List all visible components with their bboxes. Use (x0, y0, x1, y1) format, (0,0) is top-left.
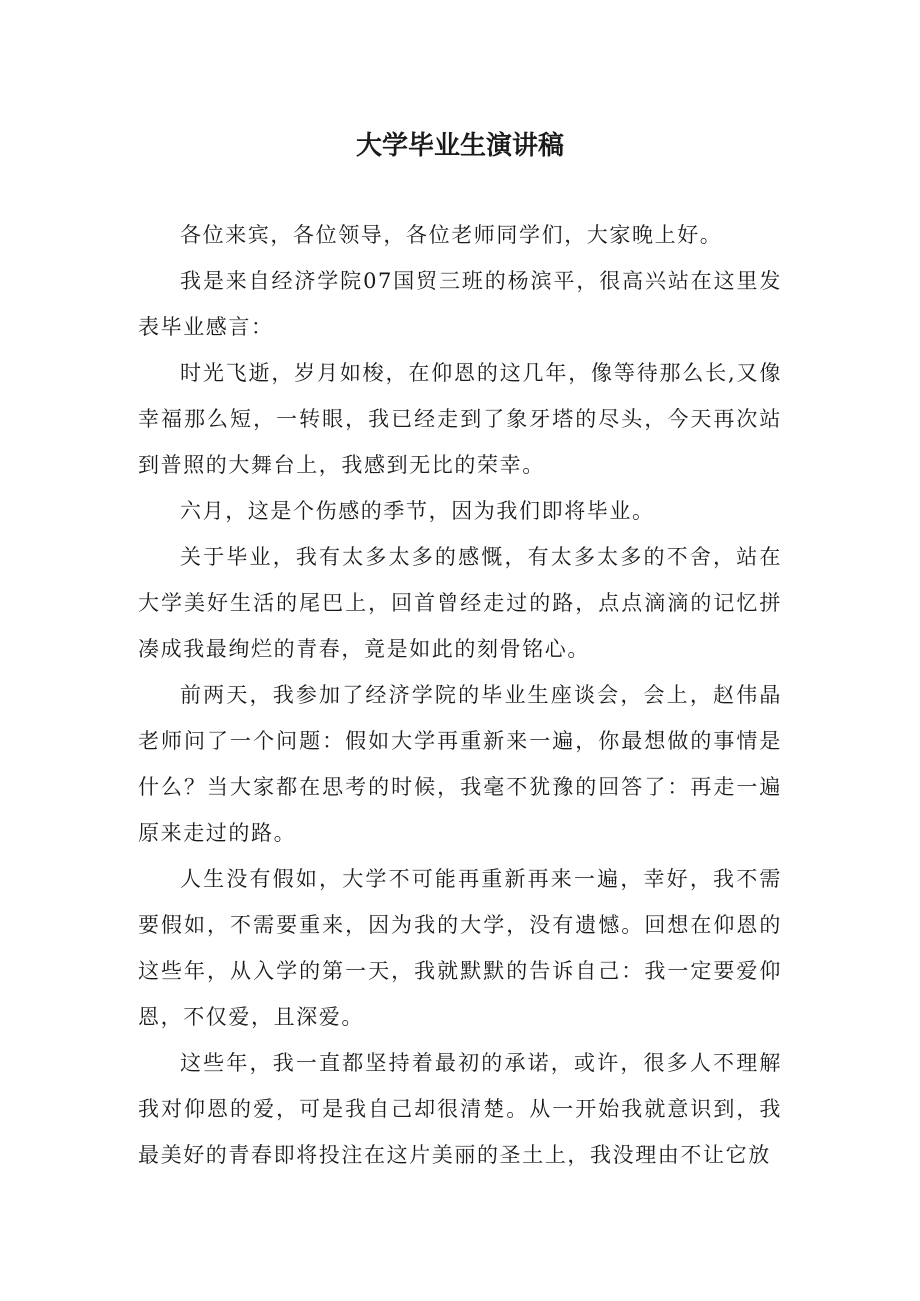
paragraph-promise: 这些年，我一直都坚持着最初的承诺，或许，很多人不理解我对仰恩的爱，可是我自己却很清楚。从一开始我就意识到，我最美好的青春即将投注在这片美丽的圣土上，我没理由不让它放 (138, 1051, 782, 1167)
paragraph-time-flies: 时光飞逝，岁月如梭，在仰恩的这几年，像等待那么长,又像幸福那么短，一转眼，我已经走到了象牙塔的尽头，今天再次站到普照的大舞台上，我感到无比的荣幸。 (138, 361, 782, 477)
paragraph-forum: 前两天，我参加了经济学院的毕业生座谈会，会上，赵伟晶老师问了一个问题：假如大学再重新来一遍，你最想做的事情是什么？当大家都在思考的时候，我毫不犹豫的回答了：再走一遍原来走过的路。 (138, 683, 782, 845)
paragraph-introduction: 我是来自经济学院07国贸三班的杨滨平，很高兴站在这里发表毕业感言： (138, 269, 782, 339)
paragraph-greeting: 各位来宾，各位领导，各位老师同学们，大家晚上好。 (180, 223, 723, 247)
paragraph-about-graduation: 关于毕业，我有太多太多的感慨，有太多太多的不舍，站在大学美好生活的尾巴上，回首曾经走过的路，点点滴滴的记忆拼凑成我最绚烂的青春，竟是如此的刻骨铭心。 (138, 545, 782, 661)
document-body (138, 212, 782, 1178)
paragraph-no-regrets: 人生没有假如，大学不可能再重新再来一遍，幸好，我不需要假如，不需要重来，因为我的大学，没有遗憾。回想在仰恩的这些年，从入学的第一天，我就默默的告诉自己：我一定要爱仰恩，不仅爱，且深爱。 (138, 867, 782, 1029)
document-title: 大学毕业生演讲稿 (355, 131, 564, 161)
paragraph-june: 六月，这是个伤感的季节，因为我们即将毕业。 (180, 499, 655, 523)
